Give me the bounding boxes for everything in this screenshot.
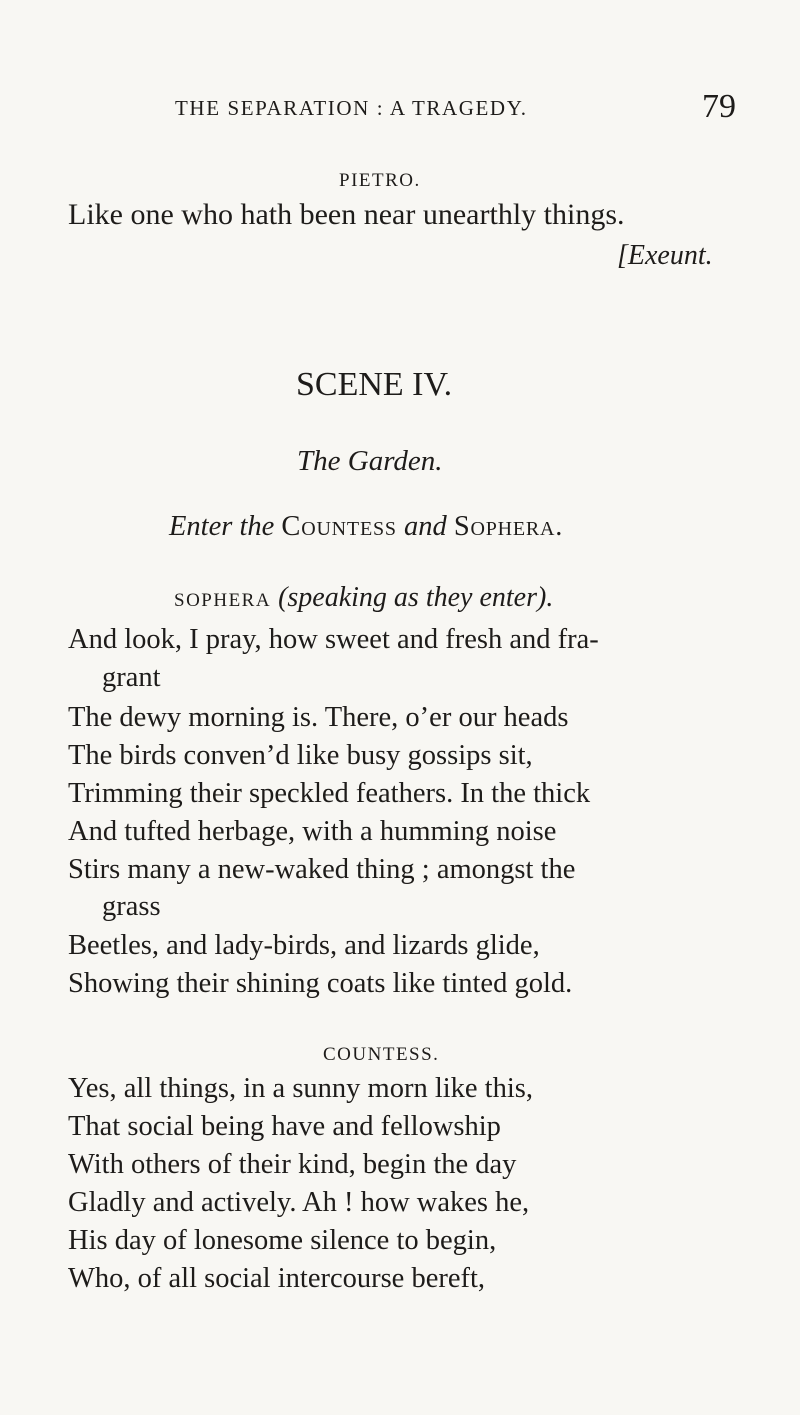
- scene-title: SCENE IV.: [296, 366, 453, 403]
- verse-line: With others of their kind, begin the day: [68, 1149, 517, 1180]
- verse-line: His day of lonesome silence to begin,: [68, 1225, 497, 1256]
- verse-line: Beetles, and lady-birds, and lizards glide,: [68, 930, 540, 961]
- stage-direction-entrance: [169, 511, 563, 543]
- verse-line: Trimming their speckled feathers. In the thick: [68, 778, 591, 809]
- verse-line: And look, I pray, how sweet and fresh and fra-: [68, 624, 599, 655]
- speaker-sophera: SOPHERA: [174, 590, 272, 611]
- verse-line: The dewy morning is. There, o’er our heads: [68, 702, 569, 733]
- verse-line: That social being have and fellowship: [68, 1111, 501, 1142]
- entrance-enter: Enter the: [169, 511, 275, 542]
- verse-line: The birds conven’d like busy gossips sit,: [68, 740, 533, 771]
- verse-line: Like one who hath been near unearthly things.: [68, 198, 625, 231]
- speaker-countess: COUNTESS.: [323, 1044, 440, 1065]
- page-number: 79: [702, 88, 736, 125]
- verse-line-continuation: grant: [102, 662, 161, 693]
- verse-line: Gladly and actively. Ah ! how wakes he,: [68, 1187, 530, 1218]
- speaker-sophera-line: [174, 582, 553, 614]
- verse-line: Who, of all social intercourse bereft,: [68, 1263, 486, 1294]
- running-head: THE SEPARATION : A TRAGEDY.: [175, 96, 528, 120]
- scene-setting: The Garden.: [297, 445, 443, 477]
- entrance-sophera: Sophera.: [453, 511, 564, 542]
- stage-direction-speaking: (speaking as they enter).: [278, 582, 554, 613]
- verse-line-continuation: grass: [102, 891, 161, 922]
- entrance-and: and: [403, 511, 447, 542]
- stage-direction-exeunt: [Exeunt.: [617, 240, 713, 271]
- verse-line: Showing their shining coats like tinted gold.: [68, 968, 573, 999]
- speaker-pietro: PIETRO.: [339, 170, 421, 191]
- verse-line: And tufted herbage, with a humming noise: [68, 816, 557, 847]
- verse-line: Yes, all things, in a sunny morn like this,: [68, 1073, 533, 1104]
- verse-line: Stirs many a new-waked thing ; amongst the: [68, 854, 576, 885]
- entrance-countess: Countess: [281, 511, 397, 542]
